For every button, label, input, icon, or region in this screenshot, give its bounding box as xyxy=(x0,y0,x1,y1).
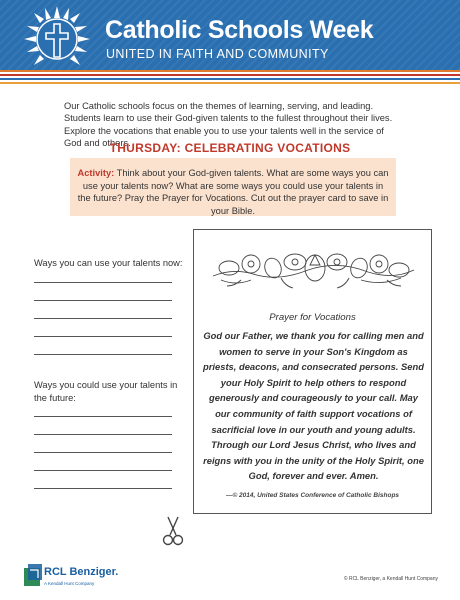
cross-burst-icon xyxy=(22,4,92,74)
page-title: Catholic Schools Week xyxy=(105,16,374,44)
brand-name: RCL Benziger. xyxy=(44,566,119,578)
answer-line[interactable] xyxy=(34,336,172,337)
answer-line[interactable] xyxy=(34,434,172,435)
answer-line[interactable] xyxy=(34,318,172,319)
ways-future-label: Ways you could use your talents in the future: xyxy=(34,380,178,403)
flowers-icon xyxy=(211,244,416,294)
activity-box xyxy=(70,158,396,216)
answer-line[interactable] xyxy=(34,354,172,355)
copyright-text: © RCL Benziger, a Kendall Hunt Company xyxy=(343,576,438,582)
answer-line[interactable] xyxy=(34,452,172,453)
brand-subtitle: A Kendall Hunt Company xyxy=(44,581,95,586)
answer-line[interactable] xyxy=(34,300,172,301)
prayer-credit: —© 2014, United States Conference of Catholic Bishops xyxy=(225,492,400,499)
answer-line[interactable] xyxy=(34,470,172,471)
prayer-card xyxy=(193,229,432,514)
answer-line[interactable] xyxy=(34,282,172,283)
answer-line[interactable] xyxy=(34,488,172,489)
ways-now-label: Ways you can use your talents now: xyxy=(34,258,183,268)
prayer-body: God our Father, we thank you for calling men and women to serve in your Son's Kingdom as priests, deacons, and consecrated persons. Send your Holy Spirit to help others to respond generously and courageously to your call. May our community of faith support vocations of sacrificial love in our youth and young adults. Through our Lord Jesus Christ, who lives and reigns with you in the unity of the Holy Spirit, one God, forever and ever. Amen. xyxy=(203,330,424,482)
day-heading: THURSDAY: CELEBRATING VOCATIONS xyxy=(109,141,351,155)
intro-paragraph: Our Catholic schools focus on the themes of learning, serving, and leading. Students learn to use their God-given talents to the fullest throughout their lives. Explore the vocations that enable you to use your talents well in the service of God and others. xyxy=(64,101,393,148)
activity-label: Activity: xyxy=(77,168,115,178)
prayer-title: Prayer for Vocations xyxy=(269,312,356,323)
page-subtitle: UNITED IN FAITH AND COMMUNITY xyxy=(106,47,329,61)
scissors-icon xyxy=(162,515,184,547)
answer-line[interactable] xyxy=(34,416,172,417)
activity-text: Think about your God-given talents. What are some ways you can use your talents now? What are some ways you could use your talents in the future? Pray the Prayer for Vocations. Cut out the prayer card to save in your Bible. xyxy=(77,168,389,216)
